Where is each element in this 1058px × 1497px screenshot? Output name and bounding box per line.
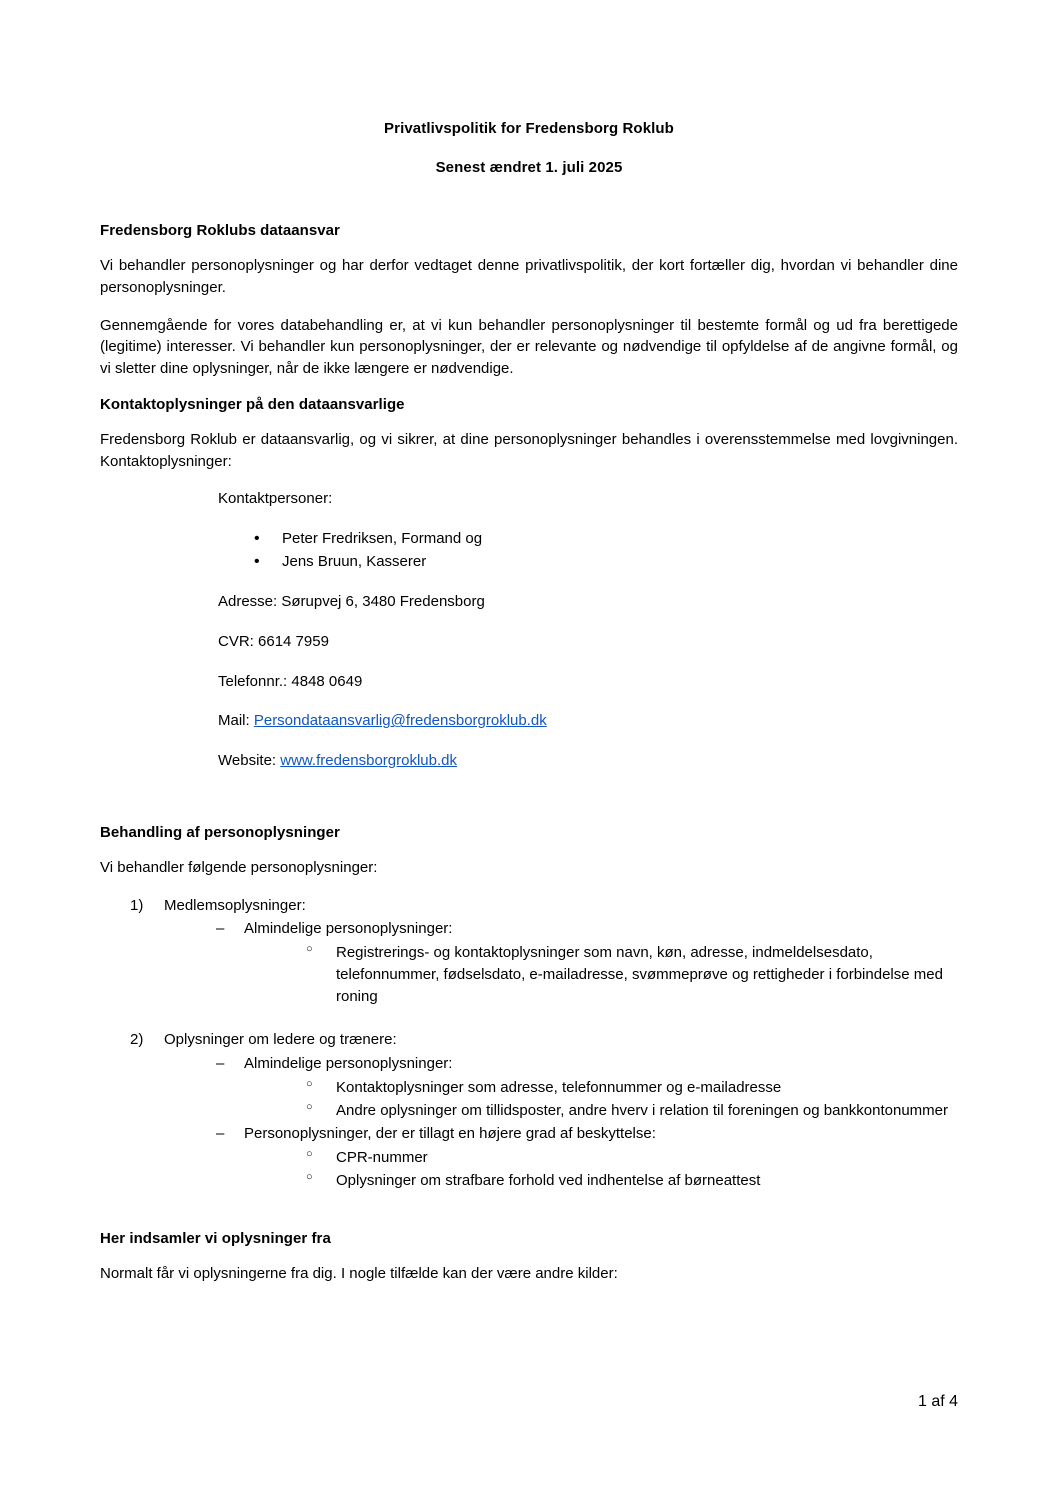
- spacer: [100, 790, 958, 824]
- behandling-list: [100, 895, 958, 1192]
- kontaktpersoner-list: [218, 528, 958, 573]
- kontakt-mail: [218, 710, 958, 732]
- website-label: Website:: [218, 752, 281, 769]
- kontakt-details: [218, 488, 958, 772]
- section-heading-indsamler: Her indsamler vi oplysninger fra: [100, 1229, 331, 1247]
- spacer: [100, 1196, 958, 1230]
- list-item: [216, 1123, 958, 1191]
- mail-label: Mail:: [218, 712, 254, 730]
- list-item: ○ CPR-nummer: [306, 1147, 958, 1169]
- kontakt-telefon: Telefonnr.: 4848 0649: [218, 672, 363, 690]
- sublist-points: [244, 1147, 958, 1192]
- indsamler-paragraph-1: Normalt får vi oplysningerne fra dig. I nogle tilfælde kan der være andre kilder:: [100, 1264, 618, 1282]
- email-link[interactable]: Persondataansvarlig@fredensborgroklub.dk: [253, 712, 547, 730]
- page-title: Privatlivspolitik for Fredensborg Roklub: [384, 120, 674, 137]
- list-marker: 1): [130, 896, 144, 914]
- list-item: ○ Registrerings- og kontaktoplysninger som navn, køn, adresse, indmeldelsesdato, telefonnummer, fødselsdato, e-mailadresse, svømmeprøve og rettigheder i forbindelse med roning: [306, 942, 958, 1007]
- list-item: • Peter Fredriksen, Formand og: [254, 528, 958, 551]
- list-item: [130, 1029, 958, 1191]
- sublist-points: [244, 942, 958, 1007]
- spacer: [130, 1011, 958, 1029]
- kontakt-adresse: Adresse: Sørupvej 6, 3480 Fredensborg: [218, 593, 485, 610]
- kontakt-cvr: CVR: 6614 7959: [218, 632, 329, 650]
- sublist-label: Personoplysninger, der er tillagt en højere grad af beskyttelse:: [244, 1125, 656, 1143]
- sublist-points: [244, 1077, 958, 1122]
- website-link[interactable]: www.fredensborgroklub.dk: [280, 752, 458, 769]
- section-heading-kontakt: Kontaktoplysninger på den dataansvarlige: [100, 395, 405, 413]
- sublist-label: Almindelige personoplysninger:: [244, 1055, 453, 1072]
- page-number: 1 af 4: [917, 1393, 958, 1410]
- list-item: • Jens Bruun, Kasserer: [254, 551, 958, 574]
- list-marker: 2): [130, 1031, 144, 1049]
- section-heading-dataansvar: Fredensborg Roklubs dataansvar: [100, 222, 340, 239]
- document-subtitle: Senest ændret 1. juli 2025: [435, 159, 623, 176]
- list-item: [130, 895, 958, 1008]
- title-block: [100, 120, 958, 176]
- list-item: ○ Oplysninger om strafbare forhold ved indhentelse af børneattest: [306, 1170, 958, 1192]
- behandling-intro: Vi behandler følgende personoplysninger:: [100, 858, 378, 876]
- dataansvar-paragraph-2: Gennemgående for vores databehandling er, at vi kun behandler personoplysninger til bestemte formål og ud fra berettigede (legitime) interesser. Vi behandler kun personoplysninger, der er relevante og nødvendige til opfyldelse af de angivne formål, og vi sletter dine oplysninger, når de ikke længere er nødvendige.: [100, 316, 958, 377]
- list-item: [216, 918, 958, 1007]
- list-item-label: Oplysninger om ledere og trænere:: [164, 1031, 397, 1049]
- sublist: [164, 918, 958, 1007]
- list-item: [216, 1053, 958, 1121]
- section-heading-behandling: Behandling af personoplysninger: [100, 823, 340, 841]
- sublist-label: Almindelige personoplysninger:: [244, 920, 453, 938]
- kontakt-website: [218, 750, 958, 772]
- list-item: ○ Andre oplysninger om tillidsposter, andre hverv i relation til foreningen og bankkontonummer: [306, 1100, 958, 1122]
- list-item-label: Medlemsoplysninger:: [164, 896, 306, 914]
- dataansvar-paragraph-1: Vi behandler personoplysninger og har derfor vedtaget denne privatlivspolitik, der kort fortæller dig, hvordan vi behandler dine personoplysninger.: [100, 257, 958, 296]
- sublist: [164, 1053, 958, 1192]
- list-item: ○ Kontaktoplysninger som adresse, telefonnummer og e-mailadresse: [306, 1077, 958, 1099]
- kontakt-paragraph-1: Fredensborg Roklub er dataansvarlig, og vi sikrer, at dine personoplysninger behandles i overensstemmelse med lovgivningen. Kontaktoplysninger:: [100, 430, 958, 470]
- kontaktpersoner-label: Kontaktpersoner:: [218, 490, 333, 508]
